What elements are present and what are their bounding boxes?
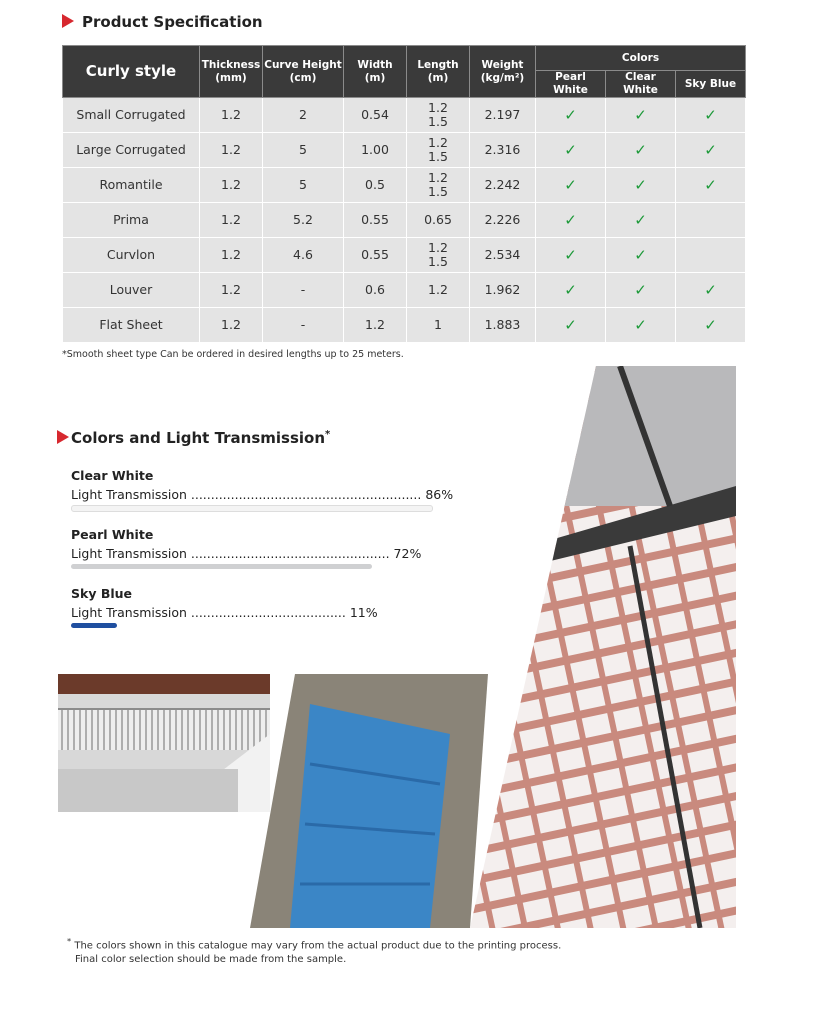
- cell-sky: ✓: [676, 308, 746, 343]
- light-value: 86%: [425, 487, 454, 502]
- spec-note: *Smooth sheet type Can be ordered in desired lengths up to 25 meters.: [62, 349, 404, 360]
- header-colors: Colors: [536, 46, 746, 71]
- cell-weight: 2.534: [470, 238, 536, 273]
- photo-roof-sheets: [470, 366, 736, 928]
- cell-pearl: ✓: [536, 273, 606, 308]
- cell-pearl: ✓: [536, 98, 606, 133]
- cell-pearl: ✓: [536, 238, 606, 273]
- table-row: [63, 238, 746, 273]
- header-curve: Curve Height (cm): [263, 46, 344, 98]
- table-row: [63, 168, 746, 203]
- table-row: [63, 273, 746, 308]
- cell-curve: 5.2: [263, 203, 344, 238]
- cell-weight: 1.883: [470, 308, 536, 343]
- cell-width: 0.5: [344, 168, 407, 203]
- cell-length: 1.2: [407, 273, 470, 308]
- triangle-bullet-icon: [62, 14, 74, 28]
- cell-name: Louver: [63, 273, 200, 308]
- cell-thickness: 1.2: [200, 273, 263, 308]
- light-heading: Colors and Light Transmission*: [57, 429, 330, 447]
- light-item: [71, 468, 453, 512]
- cell-thickness: 1.2: [200, 98, 263, 133]
- cell-length: 1.2 1.5: [407, 98, 470, 133]
- cell-length: 1: [407, 308, 470, 343]
- cell-name: Flat Sheet: [63, 308, 200, 343]
- cell-name: Romantile: [63, 168, 200, 203]
- cell-pearl: ✓: [536, 308, 606, 343]
- cell-weight: 2.226: [470, 203, 536, 238]
- light-label: Light Transmission ..................................................: [71, 546, 390, 561]
- light-label: Light Transmission ..........................................................: [71, 487, 422, 502]
- cell-width: 1.2: [344, 308, 407, 343]
- cell-sky: ✓: [676, 273, 746, 308]
- cell-weight: 2.197: [470, 98, 536, 133]
- cell-curve: 4.6: [263, 238, 344, 273]
- footnote: * The colors shown in this catalogue may vary from the actual product due to the printing process. Final color selection should be made from the sample.: [67, 936, 562, 966]
- cell-name: Large Corrugated: [63, 133, 200, 168]
- light-label: Light Transmission .......................................: [71, 605, 346, 620]
- cell-clear: ✓: [606, 273, 676, 308]
- cell-clear: ✓: [606, 238, 676, 273]
- header-thickness: Thickness (mm): [200, 46, 263, 98]
- cell-thickness: 1.2: [200, 133, 263, 168]
- cell-sky: ✓: [676, 133, 746, 168]
- cell-length: 1.2 1.5: [407, 168, 470, 203]
- cell-weight: 1.962: [470, 273, 536, 308]
- cell-curve: 2: [263, 98, 344, 133]
- cell-sky: ✓: [676, 168, 746, 203]
- color-name: Pearl White: [71, 527, 154, 542]
- header-length: Length (m): [407, 46, 470, 98]
- color-name: Clear White: [71, 468, 154, 483]
- cell-weight: 2.242: [470, 168, 536, 203]
- cell-length: 0.65: [407, 203, 470, 238]
- table-row: [63, 133, 746, 168]
- cell-width: 0.6: [344, 273, 407, 308]
- header-sky: Sky Blue: [676, 71, 746, 98]
- cell-curve: 5: [263, 133, 344, 168]
- light-value: 11%: [349, 605, 378, 620]
- cell-clear: ✓: [606, 203, 676, 238]
- spec-heading: Product Specification: [62, 13, 263, 31]
- cell-curve: -: [263, 273, 344, 308]
- cell-thickness: 1.2: [200, 168, 263, 203]
- cell-thickness: 1.2: [200, 203, 263, 238]
- header-clear: Clear White: [606, 71, 676, 98]
- cell-length: 1.2 1.5: [407, 238, 470, 273]
- light-item: [71, 527, 421, 569]
- cell-clear: ✓: [606, 308, 676, 343]
- table-row: [63, 98, 746, 133]
- light-bar: [71, 623, 117, 628]
- cell-width: 0.55: [344, 238, 407, 273]
- cell-thickness: 1.2: [200, 308, 263, 343]
- cell-clear: ✓: [606, 98, 676, 133]
- light-item: [71, 586, 378, 628]
- photo-blue-louvers: [250, 674, 490, 930]
- cell-thickness: 1.2: [200, 238, 263, 273]
- photo-interior-louvers: [58, 674, 270, 812]
- cell-sky: [676, 203, 746, 238]
- cell-width: 0.55: [344, 203, 407, 238]
- cell-curve: -: [263, 308, 344, 343]
- header-width: Width (m): [344, 46, 407, 98]
- triangle-bullet-icon: [57, 430, 69, 444]
- light-bar: [71, 505, 433, 512]
- color-name: Sky Blue: [71, 586, 133, 601]
- cell-weight: 2.316: [470, 133, 536, 168]
- cell-clear: ✓: [606, 133, 676, 168]
- cell-width: 0.54: [344, 98, 407, 133]
- cell-name: Curvlon: [63, 238, 200, 273]
- table-row: [63, 203, 746, 238]
- cell-length: 1.2 1.5: [407, 133, 470, 168]
- spec-table: [62, 45, 746, 343]
- header-style: Curly style: [63, 46, 200, 98]
- light-bar: [71, 564, 372, 569]
- cell-sky: ✓: [676, 98, 746, 133]
- cell-name: Small Corrugated: [63, 98, 200, 133]
- cell-pearl: ✓: [536, 133, 606, 168]
- table-row: [63, 308, 746, 343]
- cell-width: 1.00: [344, 133, 407, 168]
- cell-pearl: ✓: [536, 168, 606, 203]
- header-pearl: Pearl White: [536, 71, 606, 98]
- cell-curve: 5: [263, 168, 344, 203]
- cell-name: Prima: [63, 203, 200, 238]
- cell-sky: [676, 238, 746, 273]
- header-weight: Weight (kg/m²): [470, 46, 536, 98]
- cell-clear: ✓: [606, 168, 676, 203]
- cell-pearl: ✓: [536, 203, 606, 238]
- light-value: 72%: [393, 546, 422, 561]
